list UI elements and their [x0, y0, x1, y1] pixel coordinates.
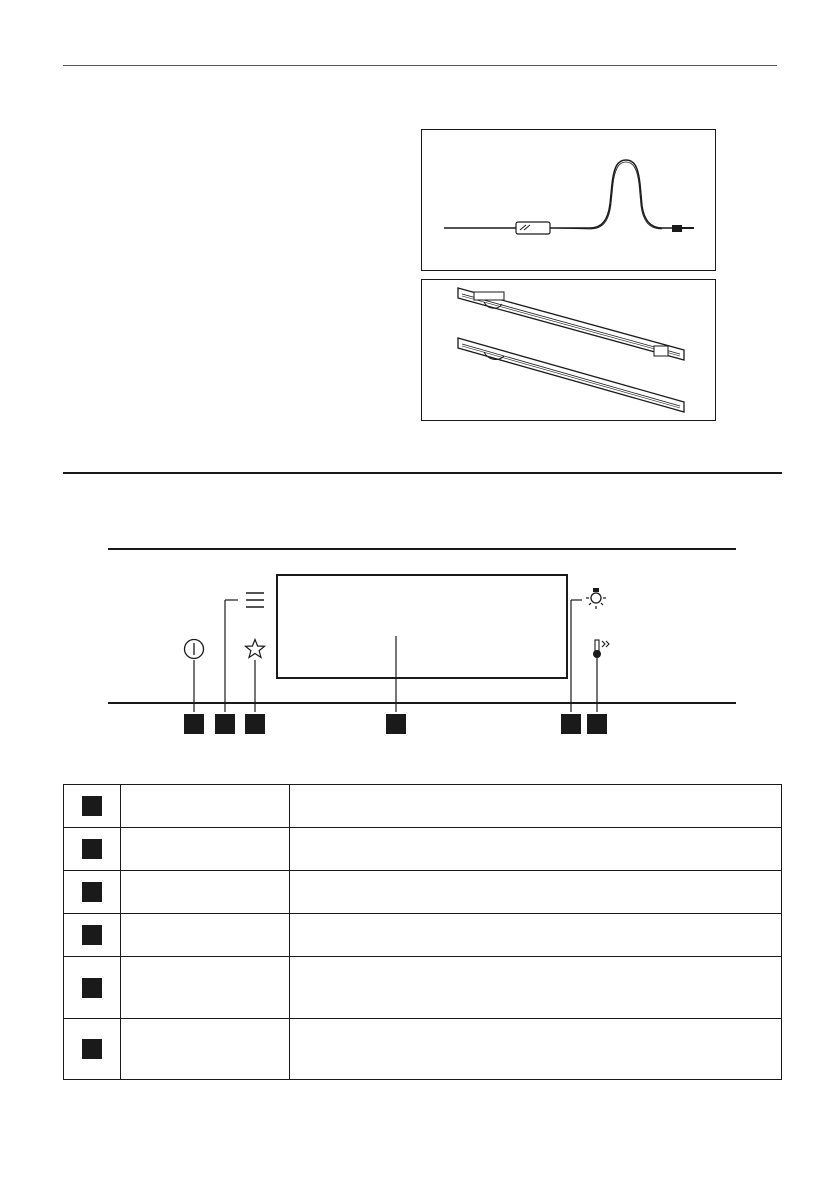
legend-desc: [290, 1019, 782, 1080]
power-icon[interactable]: [183, 638, 205, 660]
callout-marker: [82, 925, 102, 945]
star-icon[interactable]: [244, 638, 266, 660]
legend-desc: [290, 828, 782, 871]
callout-menu: [215, 714, 235, 734]
legend-desc: [290, 914, 782, 957]
legend-desc: [290, 957, 782, 1019]
legend-name: [121, 914, 290, 957]
legend-desc: [290, 785, 782, 828]
table-row: [64, 957, 782, 1019]
legend-desc: [290, 871, 782, 914]
thermometer-fast-heat-icon[interactable]: [590, 638, 614, 660]
callout-marker: [82, 882, 102, 902]
table-row: [64, 914, 782, 957]
legend-name: [121, 828, 290, 871]
callout-fast-heat: [587, 714, 607, 734]
legend-name: [121, 785, 290, 828]
callout-light: [561, 714, 581, 734]
menu-icon[interactable]: [244, 590, 266, 610]
legend-name: [121, 957, 290, 1019]
table-row: [64, 1019, 782, 1080]
table-row: [64, 871, 782, 914]
callout-marker: [82, 978, 102, 998]
callout-favourite: [245, 714, 265, 734]
callout-power: [184, 714, 204, 734]
callout-marker: [82, 796, 102, 816]
table-row: [64, 828, 782, 871]
callout-display: [386, 714, 406, 734]
callout-marker: [82, 1039, 102, 1059]
legend-name: [121, 1019, 290, 1080]
table-row: [64, 785, 782, 828]
light-icon[interactable]: [584, 587, 608, 611]
callout-marker: [82, 839, 102, 859]
legend-name: [121, 871, 290, 914]
legend-table: [63, 784, 782, 1080]
